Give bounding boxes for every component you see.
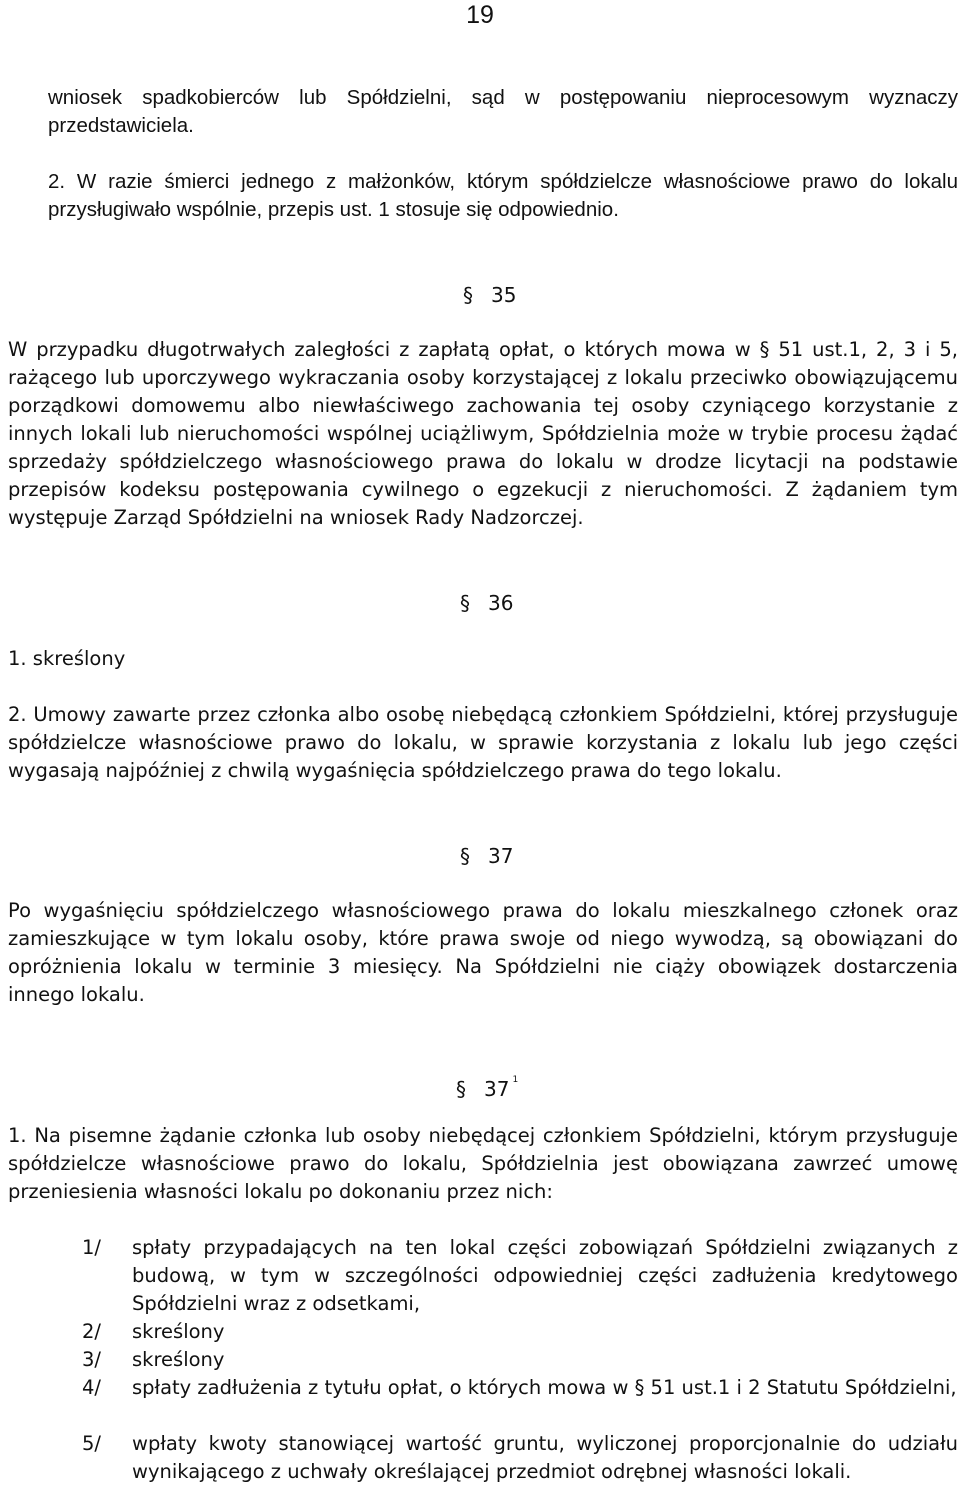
section-superscript: 1 [512, 1075, 519, 1085]
list-item [82, 1346, 958, 1374]
section-37-1-text: 1. Na pisemne żądanie członka lub osoby niebędącej członkiem Spółdzielni, którym przysługuje spółdzielcze własnościowe prawo do lokalu, Spółdzielnia jest obowiązana zawrzeć umowę przeniesienia własności lokalu po dokonaniu przez nich: [8, 1124, 958, 1203]
list-item-number: 1/ [82, 1236, 101, 1259]
list-item-text: spłaty przypadających na ten lokal części zobowiązań Spółdzielni związanych z budową, w tym w szczególności odpowiedniej części zadłużenia kredytowego Spółdzielni wraz z odsetkami, [132, 1236, 958, 1315]
paragraph-spouse-death: 2. W razie śmierci jednego z małżonków, którym spółdzielcze własnościowe prawo do lokalu przysługiwało wspólnie, przepis ust. 1 stosuje się odpowiednio. [48, 170, 958, 221]
list-item-text: skreślony [132, 1320, 225, 1343]
section-37-text: Po wygaśnięciu spółdzielczego własnościowego prawa do lokalu mieszkalnego członek oraz zamieszkujące w tym lokalu osoby, które prawa swoje od niego wywodzą, są obowiązani do opróżnienia lokalu w terminie 3 miesięcy. Na Spółdzielni nie ciąży obowiązek dostarczenia innego lokalu. [8, 899, 958, 1006]
section-symbol: § [460, 844, 470, 868]
page-number: 19 [466, 1, 494, 29]
section-number: 35 [491, 283, 517, 307]
list-item-text: spłaty zadłużenia z tytułu opłat, o których mowa w § 51 ust.1 i 2 Statutu Spółdzielni, [132, 1376, 957, 1399]
list-item [82, 1374, 958, 1430]
section-number: 37 [484, 1077, 510, 1101]
list-item-number: 3/ [82, 1348, 101, 1371]
list-item-number: 4/ [82, 1376, 101, 1399]
section-number: 36 [488, 591, 514, 615]
section-number: 37 [488, 844, 514, 868]
section-symbol: § [456, 1077, 466, 1101]
section-36-item-2: 2. Umowy zawarte przez członka albo osobę niebędącą członkiem Spółdzielni, której przysługuje spółdzielcze własnościowe prawo do lokalu, w sprawie korzystania z lokalu lub jego części wygasają najpóźniej z chwilą wygaśnięcia spółdzielczego prawa do tego lokalu. [8, 703, 958, 782]
list-item-text: wpłaty kwoty stanowiącej wartość gruntu, wyliczonej proporcjonalnie do udziału wynikającego z uchwały określającej przedmiot odrębnej własności lokali. [132, 1432, 958, 1483]
list-item [82, 1234, 958, 1318]
section-symbol: § [463, 283, 473, 307]
section-35-text: W przypadku długotrwałych zaległości z zapłatą opłat, o których mowa w § 51 ust.1, 2, 3 i 5, rażącego lub uporczywego wykraczania osoby korzystającej z lokalu przeciwko obowiązującemu porządkowi domowemu albo niewłaściwego zachowania tej osoby czyniącego korzystanie z innych lokali lub nieruchomości wspólnej uciążliwym, Spółdzielnia może w trybie procesu żądać sprzedaży spółdzielczego własnościowego prawa do lokalu w drodze licytacji na podstawie przepisów kodeksu postępowania cywilnego o egzekucji z nieruchomości. Z żądaniem tym występuje Zarząd Spółdzielni na wniosek Rady Nadzorczej. [8, 338, 958, 529]
section-symbol: § [460, 591, 470, 615]
list-item [82, 1318, 958, 1346]
paragraph-inheritors: wniosek spadkobierców lub Spółdzielni, sąd w postępowaniu nieprocesowym wyznaczy przedstawiciela. [48, 86, 958, 137]
list-item-number: 2/ [82, 1320, 101, 1343]
list-item [82, 1430, 958, 1486]
section-36-item-1: 1. skreślony [8, 647, 126, 670]
section-heading-35 [463, 281, 516, 309]
section-heading-37 [460, 842, 513, 870]
list-item-number: 5/ [82, 1432, 101, 1455]
section-heading-37-1 [456, 1066, 518, 1103]
section-heading-36 [460, 589, 513, 617]
list-item-text: skreślony [132, 1348, 225, 1371]
